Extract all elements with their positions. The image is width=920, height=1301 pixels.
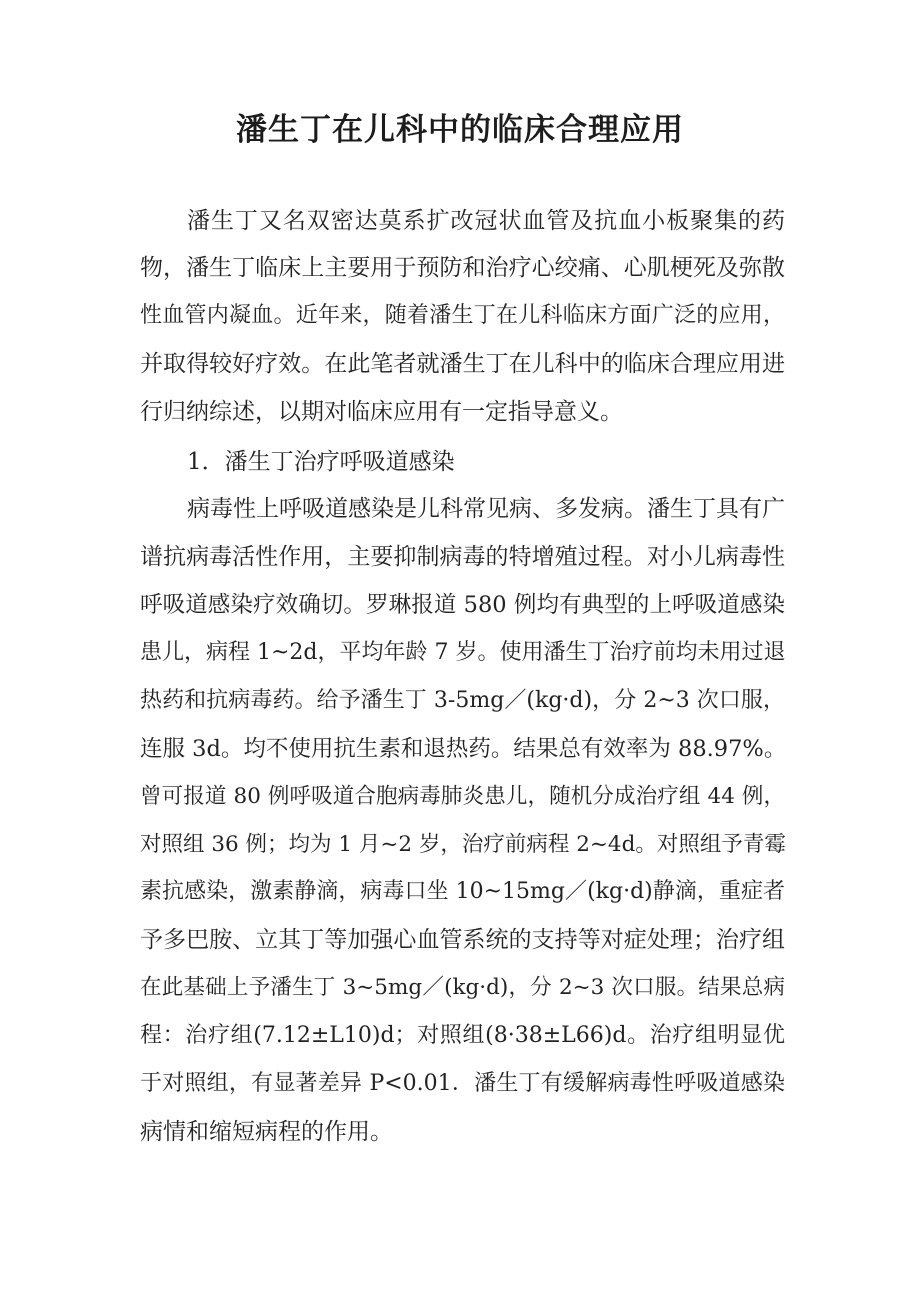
body-line: 在此基础上予潘生丁 3~5mg／(kg·d)，分 2~3 次口服。结果总病 xyxy=(140,975,785,1000)
body-line: 对照组 36 例；均为 1 月~2 岁，治疗前病程 2~4d。对照组予青霉 xyxy=(140,832,786,857)
intro-line: 物，潘生丁临床上主要用于预防和治疗心绞痛、心肌梗死及弥散 xyxy=(140,255,785,281)
document-title: 潘生丁在儿科中的临床合理应用 xyxy=(236,112,684,148)
body-line: 连服 3d。均不使用抗生素和退热药。结果总有效率为 88.97%。 xyxy=(140,736,787,762)
intro-line: 潘生丁又名双密达莫系扩改冠状血管及抗血小板聚集的药 xyxy=(187,208,785,234)
body-line: 呼吸道感染疗效确切。罗琳报道 580 例均有典型的上呼吸道感染 xyxy=(140,592,785,618)
body-line: 曾可报道 80 例呼吸道合胞病毒肺炎患儿，随机分成治疗组 44 例， xyxy=(140,784,785,809)
intro-line: 行归纳综述，以期对临床应用有一定指导意义。 xyxy=(140,399,623,425)
body-line: 予多巴胺、立其丁等加强心血管系统的支持等对症处理；治疗组 xyxy=(140,927,785,953)
body-line: 热药和抗病毒药。给予潘生丁 3-5mg／(kg·d)，分 2~3 次口服， xyxy=(140,688,785,713)
intro-line: 并取得较好疗效。在此笔者就潘生丁在儿科中的临床合理应用进 xyxy=(140,351,785,377)
body-line: 素抗感染，激素静滴，病毒口坐 10~15mg／(kg·d)静滴，重症者 xyxy=(140,879,785,904)
body-line: 患儿，病程 1~2d，平均年龄 7 岁。使用潘生丁治疗前均未用过退 xyxy=(140,640,786,665)
body-line: 谱抗病毒活性作用，主要抑制病毒的特增殖过程。对小儿病毒性 xyxy=(140,544,785,570)
section-heading: 1．潘生丁治疗呼吸道感染 xyxy=(187,449,455,475)
body-line: 病情和缩短病程的作用。 xyxy=(140,1119,393,1145)
body-line: 于对照组，有显著差异 P<0.01．潘生丁有缓解病毒性呼吸道感染 xyxy=(140,1071,785,1096)
body-line: 病毒性上呼吸道感染是儿科常见病、多发病。潘生丁具有广 xyxy=(187,496,785,522)
intro-line: 性血管内凝血。近年来，随着潘生丁在儿科临床方面广泛的应用， xyxy=(140,303,785,328)
body-line: 程：治疗组(7.12±L10)d；对照组(8·38±L66)d。治疗组明显优 xyxy=(140,1023,785,1048)
